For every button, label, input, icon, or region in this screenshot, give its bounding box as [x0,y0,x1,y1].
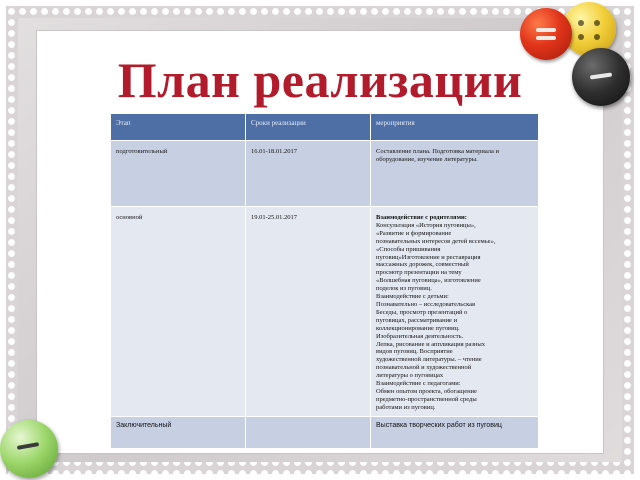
button-thread [536,28,556,32]
activities-cell [371,207,539,417]
activities-cell: Выставка творческих работ из пуговиц [371,416,539,448]
red-button-icon [520,8,572,60]
activity-line: познавательной и художественной [376,364,472,372]
activity-line: «Способы пришивания [376,245,441,253]
activity-line: Беседы, просмотр презентаций о [376,308,468,316]
dates-cell [246,416,371,448]
header-stage: Этап [111,114,246,141]
button-hole [594,20,600,26]
table-row [111,207,539,417]
activity-line: поделок из пуговиц. [376,285,432,293]
activity-line: коллекционирование пуговиц. [376,324,460,332]
activity-line: «Развитие и формирование [376,229,452,237]
table-row [111,141,539,207]
plan-table [110,113,539,449]
activity-line: предметно-пространственной среды [376,395,477,403]
activity-line: массажных дорожек, совместный [376,261,469,269]
activity-line: Изобразительная деятельность. [376,332,464,340]
activity-line: пуговиц»Изготовление и реставрация [376,253,481,261]
button-hole [578,20,584,26]
table-header-row [111,114,539,141]
activity-line: Обмен опытом проекта, обогащение [376,387,477,395]
activity-line: Взаимодействие с детьми: [376,293,449,301]
activity-line: Лепка, рисование и аппликация разных [376,340,486,348]
button-hole [578,34,584,40]
table-row [111,416,539,448]
activities-cell: Составление плана. Подготовка материала и оборудование, изучение литературы. [371,141,539,207]
slide-title: План реализации [117,52,523,108]
activity-line: «Волшебная пуговица», изготовление [376,277,481,285]
activity-line: Взаимодействие с родителями: [376,214,467,221]
activity-line: художественной литературы. – чтение [376,356,482,364]
activity-line: видов пуговиц. Восприятие [376,348,453,356]
activity-line: литературы о пуговицах [376,372,444,380]
activity-line: Консультация «История пуговицы», [376,221,476,229]
dark-button-icon [572,48,630,106]
button-hole [594,34,600,40]
green-button-icon [0,420,58,478]
stage-cell: основной [111,207,246,417]
activity-line: пуговицах, рассматривание и [376,316,458,324]
dates-cell: 19.01-25.01.2017 [246,207,371,417]
activity-line: познавательных интересов детей вссемье», [376,237,496,245]
stage-cell: подготовительный [111,141,246,207]
button-thread [536,36,556,40]
stage-cell: Заключительный [111,416,246,448]
dates-cell: 16.01-18.01.2017 [246,141,371,207]
activity-line: работами из пуговиц. [376,403,436,411]
header-dates: Сроки реализации [246,114,371,141]
button-thread [590,72,612,79]
header-activities: мероприятия [371,114,539,141]
activity-line: Взаимодействие с педагогами: [376,380,461,388]
activity-line: просмотр презентации на тему [376,269,462,277]
button-thread [17,442,39,450]
activity-line: Познавательно – исследовательская [376,300,476,308]
